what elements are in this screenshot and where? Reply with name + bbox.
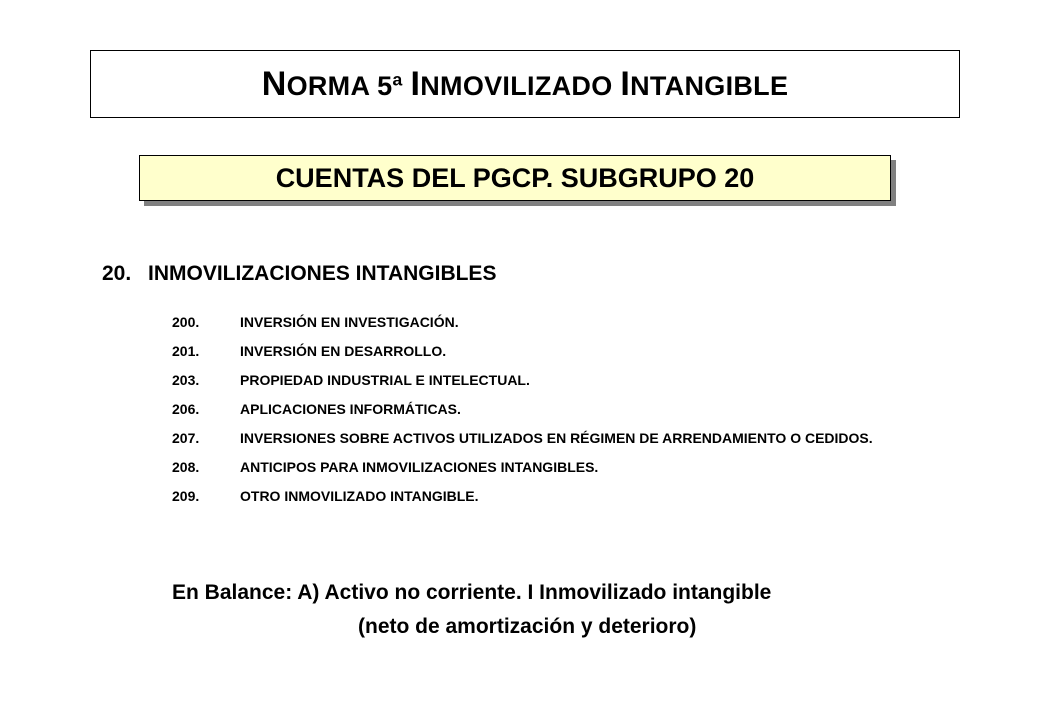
account-name: INVERSIÓN EN DESARROLLO.: [240, 343, 447, 359]
account-code: 208.: [172, 459, 200, 475]
account-name: INVERSIÓN EN INVESTIGACIÓN.: [240, 314, 459, 330]
list-item: [172, 459, 992, 476]
list-item: [172, 401, 992, 418]
account-code: 209.: [172, 488, 200, 504]
account-code: 207.: [172, 430, 200, 446]
subtitle: CUENTAS DEL PGCP. SUBGRUPO 20: [275, 162, 755, 193]
list-item: [172, 343, 992, 360]
account-code: 203.: [172, 372, 200, 388]
account-name: PROPIEDAD INDUSTRIAL E INTELECTUAL.: [240, 372, 530, 388]
account-name: OTRO INMOVILIZADO INTANGIBLE.: [240, 488, 479, 504]
account-code: 206.: [172, 401, 200, 417]
group-name: INMOVILIZACIONES INTANGIBLES: [148, 262, 497, 285]
account-code: 200.: [172, 314, 200, 330]
list-item: [172, 488, 992, 505]
account-list: [172, 314, 992, 517]
list-item: [172, 372, 992, 389]
account-code: 201.: [172, 343, 200, 359]
balance-line-1: En Balance: A) Activo no corriente. I Inmovilizado intangible: [172, 581, 772, 604]
list-item: [172, 314, 992, 331]
title-box: [90, 50, 960, 118]
group-heading: [102, 262, 496, 286]
page-title: NORMA 5ª INMOVILIZADO INTANGIBLE: [261, 64, 789, 103]
account-name: APLICACIONES INFORMÁTICAS.: [240, 401, 461, 417]
account-name: INVERSIONES SOBRE ACTIVOS UTILIZADOS EN RÉGIMEN DE ARRENDAMIENTO O CEDIDOS.: [240, 430, 873, 446]
list-item: [172, 430, 992, 447]
group-code: 20.: [102, 262, 132, 285]
account-name: ANTICIPOS PARA INMOVILIZACIONES INTANGIBLES.: [240, 459, 599, 475]
balance-line-2: (neto de amortización y deterioro): [358, 615, 697, 638]
subtitle-box: [139, 155, 891, 201]
balance-note: [100, 576, 1000, 644]
